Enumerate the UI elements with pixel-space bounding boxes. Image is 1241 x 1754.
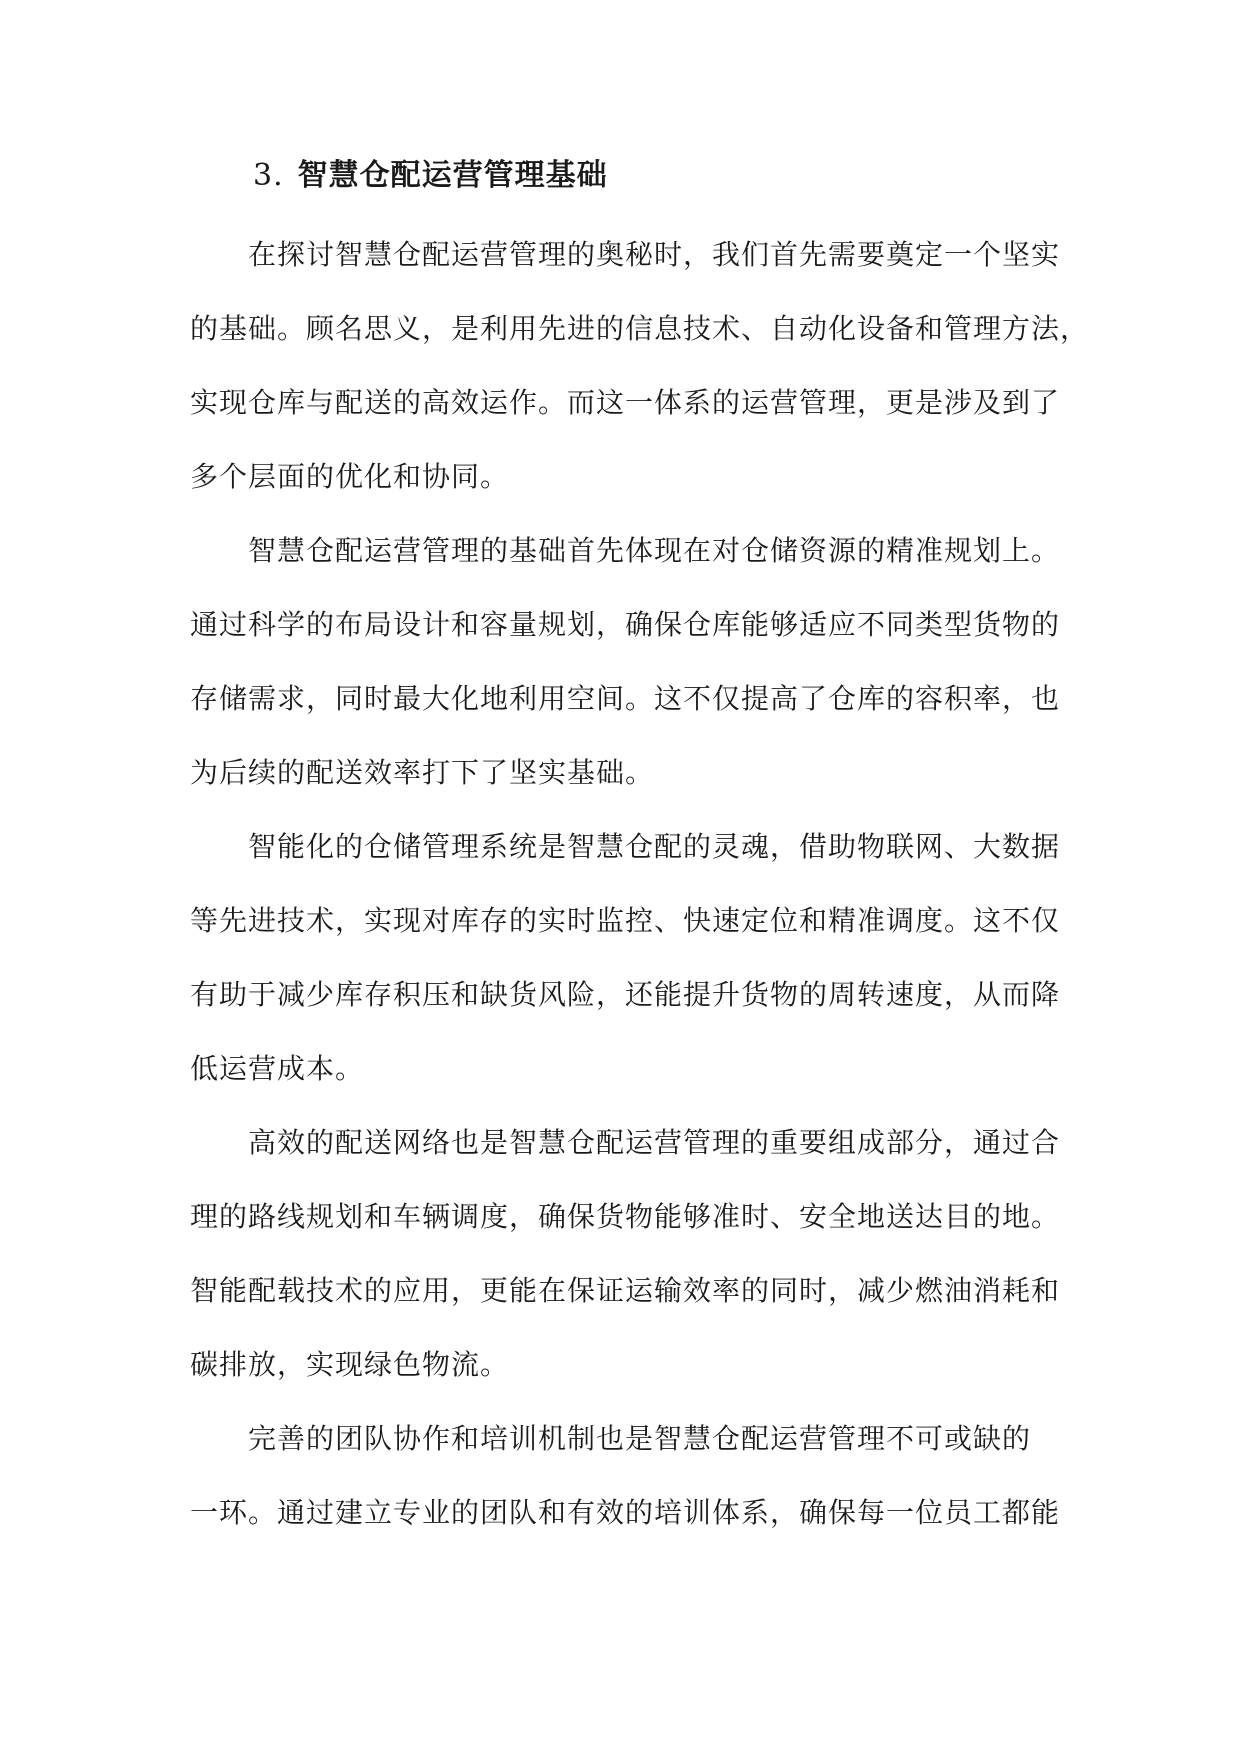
- text-line: 的基础。顾名思义，是利用先进的信息技术、自动化设备和管理方法，: [190, 312, 1090, 345]
- section-heading: [253, 150, 608, 194]
- paragraph-3: [190, 828, 1070, 1124]
- text-line: 低运营成本。: [190, 1052, 365, 1085]
- paragraph-1: [190, 236, 1090, 532]
- section-number: 3.: [253, 158, 284, 193]
- text-line: 在探讨智慧仓配运营管理的奥秘时，我们首先需要奠定一个坚实: [248, 238, 1061, 271]
- paragraph-2: [190, 532, 1070, 828]
- text-line: 存储需求，同时最大化地利用空间。这不仅提高了仓库的容积率，也: [190, 682, 1061, 715]
- text-line: 通过科学的布局设计和容量规划，确保仓库能够适应不同类型货物的: [190, 608, 1061, 641]
- text-line: 智能配载技术的应用，更能在保证运输效率的同时，减少燃油消耗和: [190, 1274, 1061, 1307]
- text-line: 多个层面的优化和协同。: [190, 460, 510, 493]
- text-line: 为后续的配送效率打下了坚实基础。: [190, 756, 655, 789]
- text-line: 智慧仓配运营管理的基础首先体现在对仓储资源的精准规划上。: [248, 534, 1061, 567]
- section-title: 智慧仓配运营管理基础: [297, 158, 608, 193]
- text-line: 有助于减少库存积压和缺货风险，还能提升货物的周转速度，从而降: [190, 978, 1061, 1011]
- paragraph-4: [190, 1124, 1070, 1420]
- text-line: 一环。通过建立专业的团队和有效的培训体系，确保每一位员工都能: [190, 1496, 1061, 1529]
- text-line: 完善的团队协作和培训机制也是智慧仓配运营管理不可或缺的: [248, 1422, 1032, 1455]
- text-line: 等先进技术，实现对库存的实时监控、快速定位和精准调度。这不仅: [190, 904, 1061, 937]
- text-line: 理的路线规划和车辆调度，确保货物能够准时、安全地送达目的地。: [190, 1200, 1061, 1233]
- document-body: [190, 236, 1090, 1568]
- paragraph-5: [190, 1420, 1070, 1568]
- text-line: 智能化的仓储管理系统是智慧仓配的灵魂，借助物联网、大数据: [248, 830, 1061, 863]
- text-line: 碳排放，实现绿色物流。: [190, 1348, 510, 1381]
- text-line: 实现仓库与配送的高效运作。而这一体系的运营管理，更是涉及到了: [190, 386, 1061, 419]
- text-line: 高效的配送网络也是智慧仓配运营管理的重要组成部分，通过合: [248, 1126, 1061, 1159]
